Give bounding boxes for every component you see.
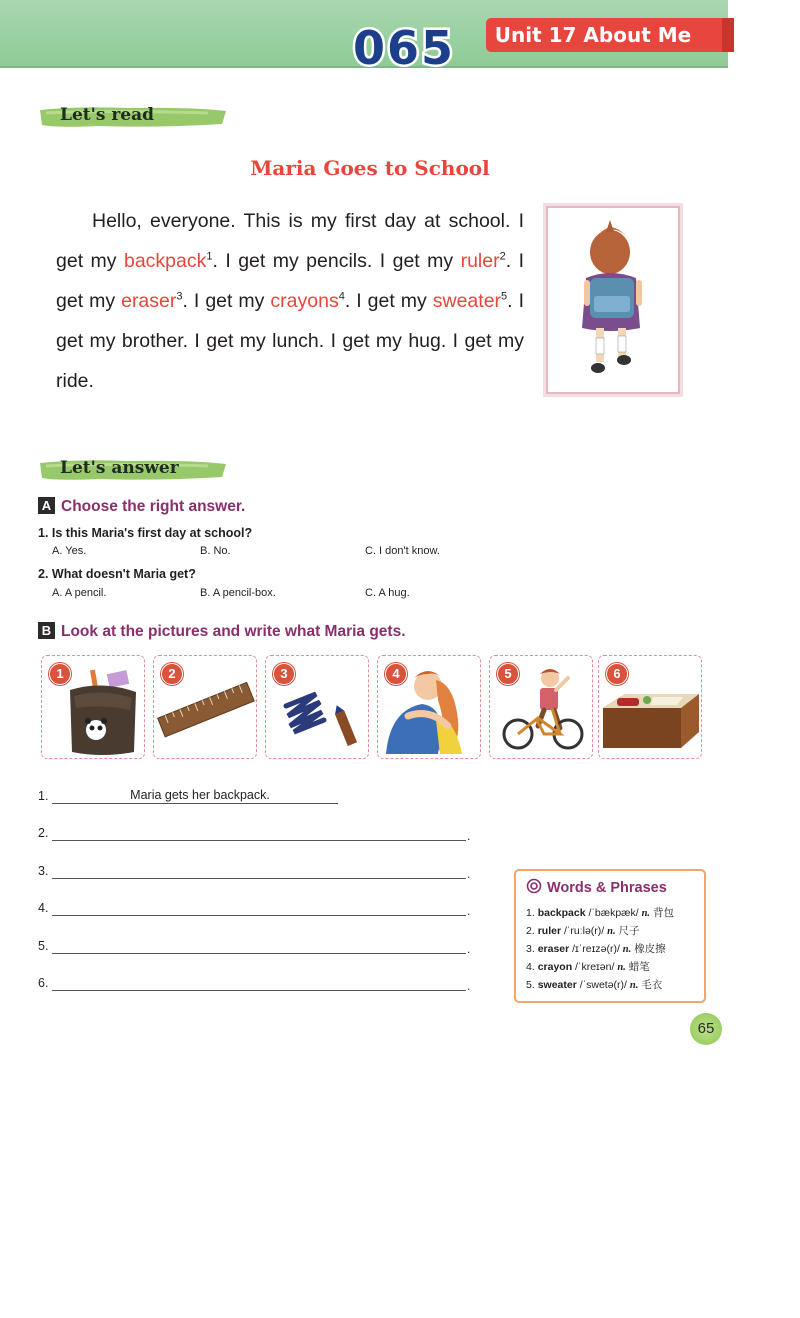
part-a-letter: A (38, 497, 55, 514)
ruler-icon (154, 670, 256, 750)
vocab-ipa: /ˈruːlə(r)/ (563, 925, 605, 937)
part-a-heading (38, 497, 245, 516)
answer-line-3[interactable] (52, 878, 466, 879)
girl-with-backpack-icon (548, 208, 678, 392)
maria-illustration (546, 206, 680, 394)
footnote-3: 3 (176, 290, 183, 303)
vocab-pos: n. (622, 944, 632, 955)
story-text-15: . I get my brother. I get my lunch. I get my hug. I get my ride. (56, 290, 524, 392)
lesson-number-text: 065 (352, 21, 456, 72)
unit-tab (486, 18, 734, 52)
vocab-pos: n. (617, 962, 626, 973)
answer-period-4: . (467, 904, 471, 918)
story-paragraph (56, 201, 524, 401)
vocab-meaning: 背包 (652, 907, 674, 919)
picture-cell-5 (489, 655, 593, 759)
answer-number-1: 1. (38, 789, 49, 803)
crayon-icon (276, 676, 366, 756)
story-text-6: . I get my (56, 250, 524, 312)
picture-cell-2 (153, 655, 257, 759)
answer-line-5[interactable] (52, 953, 466, 954)
lets-answer-banner (38, 457, 228, 483)
story-text-0: Hello, everyone. This is my first day at school. I get my (56, 210, 524, 272)
footnote-4: 4 (338, 290, 345, 303)
vocab-pos: n. (641, 908, 651, 919)
picture-number-1: 1 (49, 663, 71, 685)
words-phrases-title: Words & Phrases (547, 880, 667, 896)
bike-ride-icon (496, 662, 588, 756)
q2-option-b[interactable]: B. A pencil-box. (200, 587, 276, 599)
vocab-ipa: /ɪˈreɪzə(r)/ (572, 943, 620, 955)
target-circle-icon (526, 878, 542, 894)
vocab-num: 4. (526, 961, 535, 973)
vocab-meaning: 橡皮擦 (634, 943, 666, 955)
answer-text-1: Maria gets her backpack. (130, 788, 270, 802)
answer-number-6: 6. (38, 976, 49, 990)
part-b-heading (38, 622, 406, 641)
story-title: Maria Goes to School (250, 156, 490, 180)
vocab-meaning: 毛衣 (641, 979, 663, 991)
vocab-sweater: sweater (432, 290, 502, 312)
answer-period-2: . (467, 829, 471, 843)
lesson-number-badge (346, 20, 462, 72)
hug-icon (378, 660, 480, 758)
vocab-word: sweater (537, 979, 577, 991)
answer-number-4: 4. (38, 901, 49, 915)
backpack-icon (62, 666, 142, 758)
story-text-3: . I get my pencils. I get my (212, 250, 461, 272)
q1-option-c[interactable]: C. I don't know. (365, 545, 440, 557)
part-a-text: Choose the right answer. (61, 498, 246, 515)
vocab-meaning: 尺子 (618, 925, 640, 937)
q2-option-a[interactable]: A. A pencil. (52, 587, 107, 599)
vocab-crayons: crayons (270, 290, 339, 312)
footnote-5: 5 (501, 290, 508, 303)
vocab-ipa: /ˈswetə(r)/ (579, 979, 627, 991)
vocab-num: 5. (526, 979, 535, 991)
question-2: 2. What doesn't Maria get? (38, 567, 196, 581)
lunch-box-icon (601, 686, 701, 756)
vocab-word: backpack (537, 907, 586, 919)
picture-number-2: 2 (161, 663, 183, 685)
vocab-eraser: eraser (121, 290, 177, 312)
answer-line-4[interactable] (52, 915, 466, 916)
vocab-num: 1. (526, 907, 535, 919)
vocab-ruler: ruler (460, 250, 500, 272)
picture-cell-4 (377, 655, 481, 759)
lets-read-banner (38, 104, 228, 130)
q1-option-b[interactable]: B. No. (200, 545, 231, 557)
footnote-2: 2 (499, 250, 506, 263)
vocab-word: crayon (537, 961, 573, 973)
answer-line-2[interactable] (52, 840, 466, 841)
q1-option-a[interactable]: A. Yes. (52, 545, 87, 557)
picture-cell-3 (265, 655, 369, 759)
vocab-word: eraser (537, 943, 570, 955)
picture-number-6: 6 (606, 663, 628, 685)
answer-period-3: . (467, 867, 471, 881)
vocab-pos: n. (629, 980, 639, 991)
unit-title: Unit 17 About Me (494, 23, 692, 47)
words-phrases-heading (526, 878, 667, 896)
vocab-row-3 (526, 941, 666, 956)
picture-number-3: 3 (273, 663, 295, 685)
vocab-pos: n. (607, 926, 616, 937)
vocab-num: 3. (526, 943, 535, 955)
vocab-row-1 (526, 905, 674, 920)
vocab-meaning: 蜡笔 (628, 961, 650, 973)
q2-option-c[interactable]: C. A hug. (365, 587, 410, 599)
lets-read-label: Let's read (60, 105, 154, 125)
answer-period-5: . (467, 942, 471, 956)
vocab-ipa: /ˈbækpæk/ (588, 907, 639, 919)
page-number: 65 (690, 1013, 722, 1045)
story-text-12: . I get my (344, 290, 433, 312)
vocab-row-2 (526, 923, 640, 938)
picture-cell-6 (598, 655, 702, 759)
words-phrases-box (514, 869, 706, 1003)
vocab-row-4 (526, 959, 650, 974)
answer-number-2: 2. (38, 826, 49, 840)
answer-line-6[interactable] (52, 990, 466, 991)
answer-period-6: . (467, 979, 471, 993)
question-1: 1. Is this Maria's first day at school? (38, 526, 253, 540)
picture-number-4: 4 (385, 663, 407, 685)
picture-number-5: 5 (497, 663, 519, 685)
answer-number-3: 3. (38, 864, 49, 878)
answer-number-5: 5. (38, 939, 49, 953)
answer-line-1[interactable] (52, 803, 338, 804)
story-text-9: . I get my (182, 290, 271, 312)
picture-cell-1 (41, 655, 145, 759)
vocab-backpack: backpack (123, 250, 207, 272)
vocab-ipa: /ˈkreɪən/ (575, 961, 615, 973)
vocab-row-5 (526, 977, 662, 992)
footnote-1: 1 (206, 250, 213, 263)
lets-answer-label: Let's answer (60, 458, 179, 478)
part-b-letter: B (38, 622, 55, 639)
vocab-word: ruler (537, 925, 562, 937)
vocab-num: 2. (526, 925, 535, 937)
part-b-text: Look at the pictures and write what Maria gets. (61, 623, 406, 640)
